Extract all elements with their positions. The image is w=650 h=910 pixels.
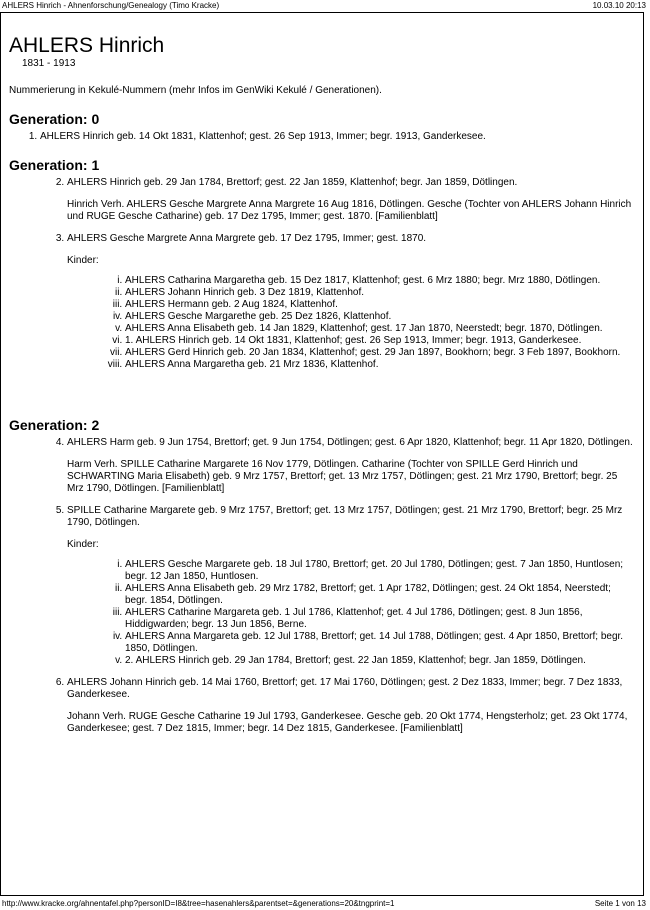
generation-1-list [9,177,634,371]
child-item[interactable]: vi. 1. AHLERS Hinrich geb. 14 Okt 1831, Klattenhof; gest. 26 Sep 1913, Immer; begr. 1913, Ganderkesee. [125,335,634,347]
child-item[interactable]: viii. AHLERS Anna Margaretha geb. 21 Mrz 1836, Klattenhof. [125,359,634,371]
child-item[interactable]: i. AHLERS Catharina Margaretha geb. 15 Dez 1817, Klattenhof; gest. 6 Mrz 1880; begr. Mrz 1880, Dötlingen. [125,275,634,287]
kinder-label: Kinder: [67,539,99,550]
ancestor-entry-5 [67,505,634,667]
child-item[interactable]: iv. AHLERS Gesche Margarethe geb. 25 Dez 1826, Klattenhof. [125,311,634,323]
ancestor-entry-6 [67,677,634,735]
child-item[interactable]: ii. AHLERS Anna Elisabeth geb. 29 Mrz 1782, Brettorf; get. 1 Apr 1782, Dötlingen; gest. 24 Okt 1854, Neerstedt; begr. 1854, Dötlingen. [125,583,634,607]
print-header [0,0,650,12]
generation-2-list [9,437,634,735]
children-list [67,559,634,667]
generation-0-heading: Generation: 0 [9,111,100,127]
child-item[interactable]: v. AHLERS Anna Elisabeth geb. 14 Jan 1829, Klattenhof; gest. 17 Jan 1870, Neerstedt; begr. 1870, Dötlingen. [125,323,634,335]
generation-1-heading: Generation: 1 [9,157,100,173]
child-item[interactable]: iii. AHLERS Hermann geb. 2 Aug 1824, Klattenhof. [125,299,634,311]
header-datetime: 10.03.10 20:13 [592,1,646,10]
page-frame [0,12,644,896]
intro-text[interactable]: Nummerierung in Kekulé-Nummern (mehr Infos im GenWiki Kekulé / Generationen). [9,85,382,96]
ancestor-entry-2 [67,177,634,223]
ancestor-entry-5-text[interactable]: 5. SPILLE Catharine Margarete geb. 9 Mrz 1757, Brettorf; get. 13 Mrz 1757, Dötlingen; gest. 21 Mrz 1790, Brettorf; begr. 25 Mrz 1790, Dötlingen. [67,505,623,528]
generation-0-list [9,131,634,143]
ancestor-entry-1[interactable]: 1. AHLERS Hinrich geb. 14 Okt 1831, Klattenhof; gest. 26 Sep 1913, Immer; begr. 1913, Ganderkesee. [40,131,634,143]
header-title: AHLERS Hinrich - Ahnenforschung/Genealogy (Timo Kracke) [2,1,220,10]
marriage-text-6[interactable]: Johann Verh. RUGE Gesche Catharine 19 Jul 1793, Ganderkesee. Gesche geb. 20 Okt 1774, Hengsterholz; get. 23 Okt 1774, Ganderkesee; gest. 7 Dez 1815, Immer; begr. 14 Dez 1815, Ganderkesee. [Familienblatt] [67,711,628,734]
children-list [67,275,634,371]
child-item[interactable]: ii. AHLERS Johann Hinrich geb. 3 Dez 1819, Klattenhof. [125,287,634,299]
ancestor-entry-4 [67,437,634,495]
child-item[interactable]: vii. AHLERS Gerd Hinrich geb. 20 Jan 1834, Klattenhof; gest. 29 Jan 1897, Bookhorn; begr. 3 Feb 1897, Bookhorn. [125,347,634,359]
person-years: 1831 - 1913 [22,58,76,69]
ancestor-entry-2-text[interactable]: 2. AHLERS Hinrich geb. 29 Jan 1784, Brettorf; gest. 22 Jan 1859, Klattenhof; begr. Jan 1859, Dötlingen. [67,177,518,188]
ancestor-entry-6-text[interactable]: 6. AHLERS Johann Hinrich geb. 14 Mai 1760, Brettorf; get. 17 Mai 1760, Dötlingen; gest. 2 Dez 1833, Immer; begr. 7 Dez 1833, Ganderkesee. [67,677,623,700]
ancestor-entry-3-text[interactable]: 3. AHLERS Gesche Margrete Anna Margrete geb. 17 Dez 1795, Immer; gest. 1870. [67,233,427,244]
spacer [9,381,634,403]
child-item[interactable]: iv. AHLERS Anna Margareta geb. 12 Jul 1788, Brettorf; get. 14 Jul 1788, Dötlingen; gest. 4 Apr 1850, Brettorf; begr. 1850, Dötlingen. [125,631,634,655]
ancestor-entry-3 [67,233,634,371]
generation-2-heading: Generation: 2 [9,417,100,433]
child-item[interactable]: v. 2. AHLERS Hinrich geb. 29 Jan 1784, Brettorf; gest. 22 Jan 1859, Klattenhof; begr. Jan 1859, Dötlingen. [125,655,634,667]
marriage-text-2[interactable]: Hinrich Verh. AHLERS Gesche Margrete Anna Margrete 16 Aug 1816, Dötlingen. Gesche (Tochter von AHLERS Johann Hinrich und RUGE Gesche Catharine) geb. 17 Dez 1795, Immer; gest. 1870. [Familienblatt] [67,199,632,222]
footer-page: Seite 1 von 13 [594,899,646,908]
print-footer [0,898,650,910]
footer-url: http://www.kracke.org/ahnentafel.php?personID=I8&tree=hasenahlers&parentset=&generations=20&tngprint=1 [2,899,395,908]
kinder-label: Kinder: [67,255,99,266]
ancestor-entry-4-text[interactable]: 4. AHLERS Harm geb. 9 Jun 1754, Brettorf; get. 9 Jun 1754, Dötlingen; gest. 6 Apr 1820, Klattenhof; begr. 11 Apr 1820, Dötlingen. [67,437,633,448]
person-name: AHLERS Hinrich [9,34,165,57]
marriage-text-4[interactable]: Harm Verh. SPILLE Catharine Margarete 16 Nov 1779, Dötlingen. Catharine (Tochter von SPILLE Gerd Hinrich und SCHWARTING Maria Elisabeth) geb. 9 Mrz 1757, Brettorf; get. 13 Mrz 1757, Dötlingen; gest. 21 Mrz 1790, Brettorf; begr. 25 Mrz 1790, Dötlingen. [Familienblatt] [67,459,618,494]
child-item[interactable]: iii. AHLERS Catharine Margareta geb. 1 Jul 1786, Klattenhof; get. 4 Jul 1786, Dötlingen; gest. 8 Jun 1856, Hiddigwarden; begr. 13 Jun 1856, Berne. [125,607,634,631]
child-item[interactable]: i. AHLERS Gesche Margarete geb. 18 Jul 1780, Brettorf; get. 20 Jul 1780, Dötlingen; gest. 7 Jan 1850, Huntlosen; begr. 12 Jan 1850, Huntlosen. [125,559,634,583]
page-content [9,33,634,745]
